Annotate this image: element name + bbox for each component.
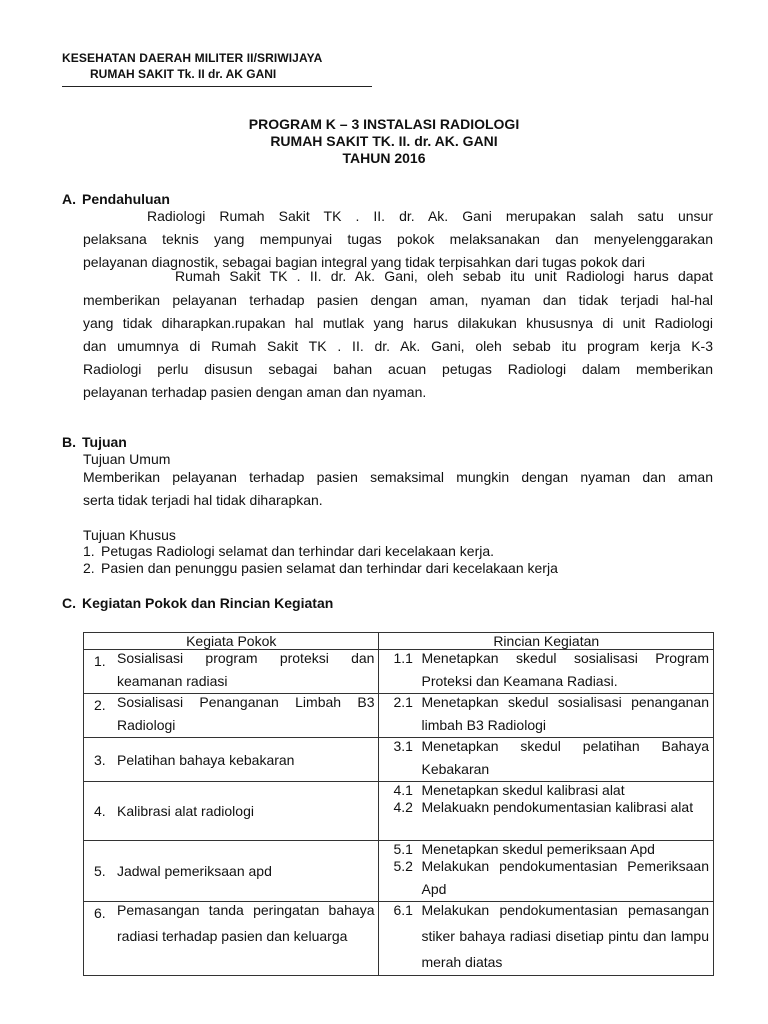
list-item-text: Petugas Radiologi selamat dan terhindar dari kecelakaan kerja. bbox=[101, 543, 495, 559]
row-number: 2. bbox=[94, 697, 106, 713]
rincian-number: 5.2 bbox=[393, 858, 413, 874]
list-item-number: 1. bbox=[83, 543, 95, 559]
row-number: 3. bbox=[94, 751, 106, 768]
tujuan-umum-body bbox=[83, 466, 713, 512]
paragraph-line: pelayanan diagnostik, sebagai bagian integral yang tidak terpisahkan dari tugas pokok dari bbox=[83, 254, 645, 270]
activities-table bbox=[83, 632, 714, 976]
table-row bbox=[84, 650, 714, 694]
table-row bbox=[84, 694, 714, 738]
document-title bbox=[0, 116, 768, 167]
section-c-letter: C. bbox=[62, 595, 76, 611]
tujuan-khusus-label: Tujuan Khusus bbox=[83, 527, 176, 543]
rincian-text: Menetapkan skedul sosialisasi penanganan limbah B3 Radiologi bbox=[421, 694, 709, 733]
title-line-1: PROGRAM K – 3 INSTALASI RADIOLOGI bbox=[248, 116, 520, 132]
table-row bbox=[84, 841, 714, 902]
kegiatan-pokok: Sosialisasi Penanganan Limbah B3 Radiologi bbox=[117, 694, 375, 733]
paragraph-line: pelayanan terhadap pasien dengan aman dan nyaman. bbox=[83, 384, 427, 400]
table-header-cell: Rincian Kegiatan bbox=[379, 633, 714, 650]
section-b-heading bbox=[62, 434, 127, 450]
letterhead-underline bbox=[62, 86, 372, 87]
row-number: 6. bbox=[94, 905, 106, 921]
paragraph-line: serta tidak terjadi hal tidak diharapkan. bbox=[83, 492, 323, 508]
section-b-letter: B. bbox=[62, 434, 76, 450]
rincian-number: 2.1 bbox=[393, 694, 413, 710]
rincian-text: Menetapkan skedul kalibrasi alat bbox=[421, 782, 625, 798]
rincian-number: 4.2 bbox=[393, 799, 413, 815]
table-row bbox=[84, 738, 714, 782]
letterhead-line-2: RUMAH SAKIT Tk. II dr. AK GANI bbox=[90, 67, 277, 81]
table-row bbox=[84, 782, 714, 841]
paragraph-line: dan umumnya di Rumah Sakit TK . II. dr. Ak. Gani, oleh sebab itu program kerja K-3 bbox=[83, 338, 713, 354]
row-number: 1. bbox=[94, 653, 106, 669]
tujuan-umum-label: Tujuan Umum bbox=[83, 451, 171, 467]
rincian-number: 6.1 bbox=[393, 902, 413, 918]
rincian-text: Melakukan pendokumentasian Pemeriksaan Apd bbox=[421, 858, 709, 897]
rincian-text: Menetapkan skedul sosialisasi Program Proteksi dan Keamana Radiasi. bbox=[421, 650, 709, 689]
rincian-text: Melakuakn pendokumentasian kalibrasi alat bbox=[421, 799, 694, 815]
paragraph-line: Radiologi perlu disusun sebagai bahan acuan petugas Radiologi dalam memberikan bbox=[83, 361, 713, 377]
letterhead bbox=[62, 50, 382, 87]
paragraph-line: Radiologi Rumah Sakit TK . II. dr. Ak. Gani merupakan salah satu unsur bbox=[147, 208, 713, 224]
kegiatan-pokok: Sosialisasi program proteksi dan keamanan radiasi bbox=[117, 650, 375, 689]
kegiatan-pokok: Pemasangan tanda peringatan bahaya radiasi terhadap pasien dan keluarga bbox=[117, 902, 375, 944]
section-a-body bbox=[83, 205, 713, 404]
list-item-text: Pasien dan penunggu pasien selamat dan terhindar dari kecelakaan kerja bbox=[101, 560, 558, 576]
section-a-title: Pendahuluan bbox=[82, 191, 170, 207]
list-item-number: 2. bbox=[83, 560, 95, 576]
kegiatan-pokok: Pelatihan bahaya kebakaran bbox=[117, 751, 295, 768]
rincian-text: Menetapkan skedul pelatihan Bahaya Kebakaran bbox=[421, 738, 709, 777]
tujuan-khusus-list bbox=[83, 543, 713, 577]
table-row bbox=[84, 902, 714, 976]
paragraph-line: yang tidak diharapkan.rupakan hal mutlak yang harus dilakukan khususnya di unit Radiologi bbox=[83, 315, 713, 331]
section-c-heading bbox=[62, 595, 333, 611]
row-number: 4. bbox=[94, 803, 106, 819]
table-header-cell: Kegiata Pokok bbox=[84, 633, 379, 650]
rincian-number: 5.1 bbox=[393, 841, 413, 857]
kegiatan-pokok: Kalibrasi alat radiologi bbox=[117, 803, 254, 819]
rincian-number: 3.1 bbox=[393, 738, 413, 754]
paragraph-line: memberikan pelayanan terhadap pasien dengan aman, nyaman dan tidak terjadi hal-hal bbox=[83, 292, 713, 308]
rincian-text: Menetapkan skedul pemeriksaan Apd bbox=[421, 841, 655, 857]
title-line-3: TAHUN 2016 bbox=[342, 150, 426, 166]
section-b-title: Tujuan bbox=[82, 434, 127, 450]
title-line-2: RUMAH SAKIT TK. II. dr. AK. GANI bbox=[270, 133, 498, 149]
paragraph-line: Memberikan pelayanan terhadap pasien semaksimal mungkin dengan nyaman dan aman bbox=[83, 469, 713, 485]
letterhead-line-1: KESEHATAN DAERAH MILITER II/SRIWIJAYA bbox=[62, 51, 323, 65]
rincian-number: 4.1 bbox=[393, 782, 413, 798]
rincian-text: Melakukan pendokumentasian pemasangan stiker bahaya radiasi disetiap pintu dan lampu merah diatas bbox=[421, 902, 709, 970]
rincian-number: 1.1 bbox=[393, 650, 413, 666]
row-number: 5. bbox=[94, 863, 106, 879]
paragraph-line: pelaksana teknis yang mempunyai tugas pokok melaksanakan dan menyelenggarakan bbox=[83, 231, 713, 247]
kegiatan-pokok: Jadwal pemeriksaan apd bbox=[117, 863, 272, 879]
list-item bbox=[83, 543, 713, 560]
paragraph-line: Rumah Sakit TK . II. dr. Ak. Gani, oleh sebab itu unit Radiologi harus dapat bbox=[175, 268, 713, 284]
section-a-letter: A. bbox=[62, 191, 76, 207]
list-item bbox=[83, 560, 713, 577]
section-c-title: Kegiatan Pokok dan Rincian Kegiatan bbox=[82, 595, 334, 611]
